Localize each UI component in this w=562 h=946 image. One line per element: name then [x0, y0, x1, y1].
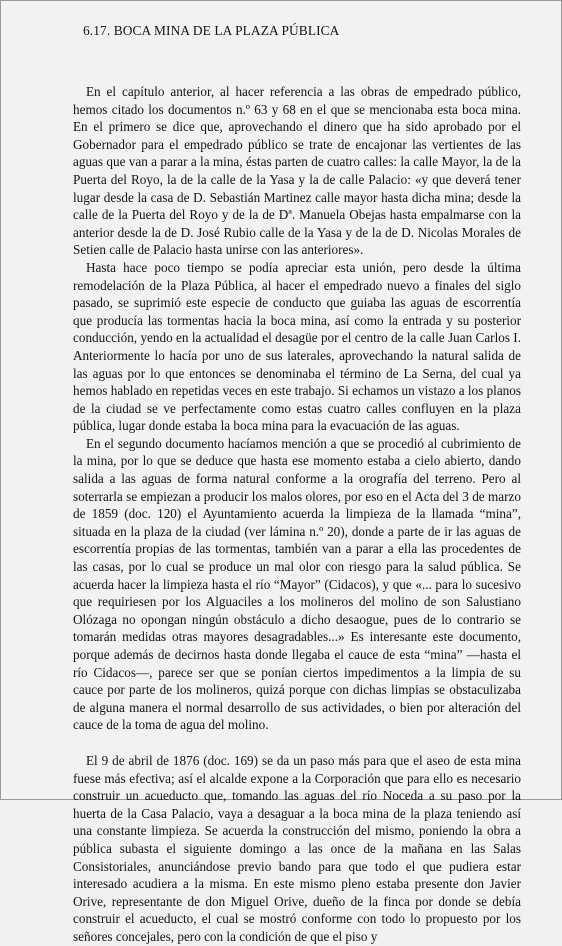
paragraph-3: En el segundo documento hacíamos mención a que se procedió al cubrimiento de la mina, por lo que se deduce que hasta ese momento estaba a cielo abierto, dando salida a las aguas de forma natural conforme a la orografía del terreno. Pero al soterrarla se empiezan a producir los malos olores, por eso en el Acta del 3 de marzo de 1859 (doc. 120) el Ayuntamiento acuerda la limpieza de la llamada “mina”, situada en la plaza de la ciudad (ver lámina n.º 20), donde a parte de ir las aguas de escorrentía propias de las tormentas, también van a parar a ella las procedentes de las casas, por lo cual se produce un mal olor con riesgo para la salud pública. Se acuerda hacer la limpieza hasta el río “Mayor” (Cidacos), y que «... para lo sucesivo que requiriesen por los Alguaciles a los molineros del molino de son Salustiano Olózaga no opongan ningún obstáculo a dicho desaogue, pues de lo contrario se tomarán medidas otras mayores desagradables...» Es interesante este documento, porque además de decirnos hasta donde llegaba el cauce de esta “mina” —hasta el río Cidacos—, parece ser que se ponían ciertos impedimentos a la limpia de su cauce por parte de los molineros, quizá porque con dichas limpias se obstaculizaba de alguna manera el normal desarrollo de sus actividades, o bien por alteración del cauce de la toma de agua del molino.	[73, 435, 521, 733]
section-title: 6.17. BOCA MINA DE LA PLAZA PÚBLICA	[83, 23, 340, 38]
paragraph-1: En el capítulo anterior, al hacer referencia a las obras de empedrado público, hemos citado los documentos n.º 63 y 68 en el que se mencionaba esta boca mina. En el primero se dice que, aprovechando el dinero que ha sido aprobado por el Gobernador para el empedrado público se trate de encajonar las vertientes de las aguas que van a parar a la mina, éstas parten de cuatro calles: la calle Mayor, la de la Puerta del Royo, la de la calle de la Yasa y la de calle Palacio: «y que deverá tener lugar desde la casa de D. Sebastián Martinez calle mayor hasta dicha mina; desde la calle de la Puerta del Royo y de la de Dª. Manuela Obejas hasta empalmarse con la anterior desde la de D. José Rubio calle de la Yasa y de la de D. Nicolas Morales de Setien calle de Palacio hasta unirse con las anteriores».	[73, 84, 521, 258]
paragraph-2: Hasta hace poco tiempo se podía apreciar esta unión, pero desde la última remodelación de la Plaza Pública, al hacer el empedrado nuevo a finales del siglo pasado, se suprimió este especie de conducto que guiaba las aguas de escorrentía que producía las tormentas hacia la boca mina, así como la entrada y su posterior conducción, yendo en la actualidad el desagüe por el centro de la calle Juan Carlos I. Anteriormente lo hacía por uno de sus laterales, aprovechando la natural salida de las aguas por lo que entonces se denominaba el término de La Serna, del cual ya hemos hablado en repetidas veces en este trabajo. Si echamos un vistazo a los planos de la ciudad se ve perfectamente como estas cuatro calles confluyen en la plaza pública, lugar donde estaba la boca mina para la evacuación de las aguas.	[73, 259, 521, 434]
page-content	[73, 23, 521, 946]
paragraph-4: El 9 de abril de 1876 (doc. 169) se da un paso más para que el aseo de esta mina fuese más efectiva; así el alcalde expone a la Corporación que para ello es necesario construir un acueducto que, tomando las aguas del río Noceda a su paso por la huerta de la Casa Palacio, vaya a desaguar a la boca mina de la plaza teniendo así una constante limpieza. Se acuerda la construcción del mismo, poniendo la obra a pública subasta el siguiente domingo a las once de la mañana en las Salas Consistoriales, anunciándose previo bando para que todo el que pudiera estar interesado acudiera a la misma. En este mismo pleno estaba presente don Javier Orive, representante de don Miguel Orive, dueño de la finca por donde se debía construir el acueducto, el cual se mostró conforme con todo lo propuesto por los señores concejales, pero con la condición de que el piso y	[73, 752, 521, 944]
